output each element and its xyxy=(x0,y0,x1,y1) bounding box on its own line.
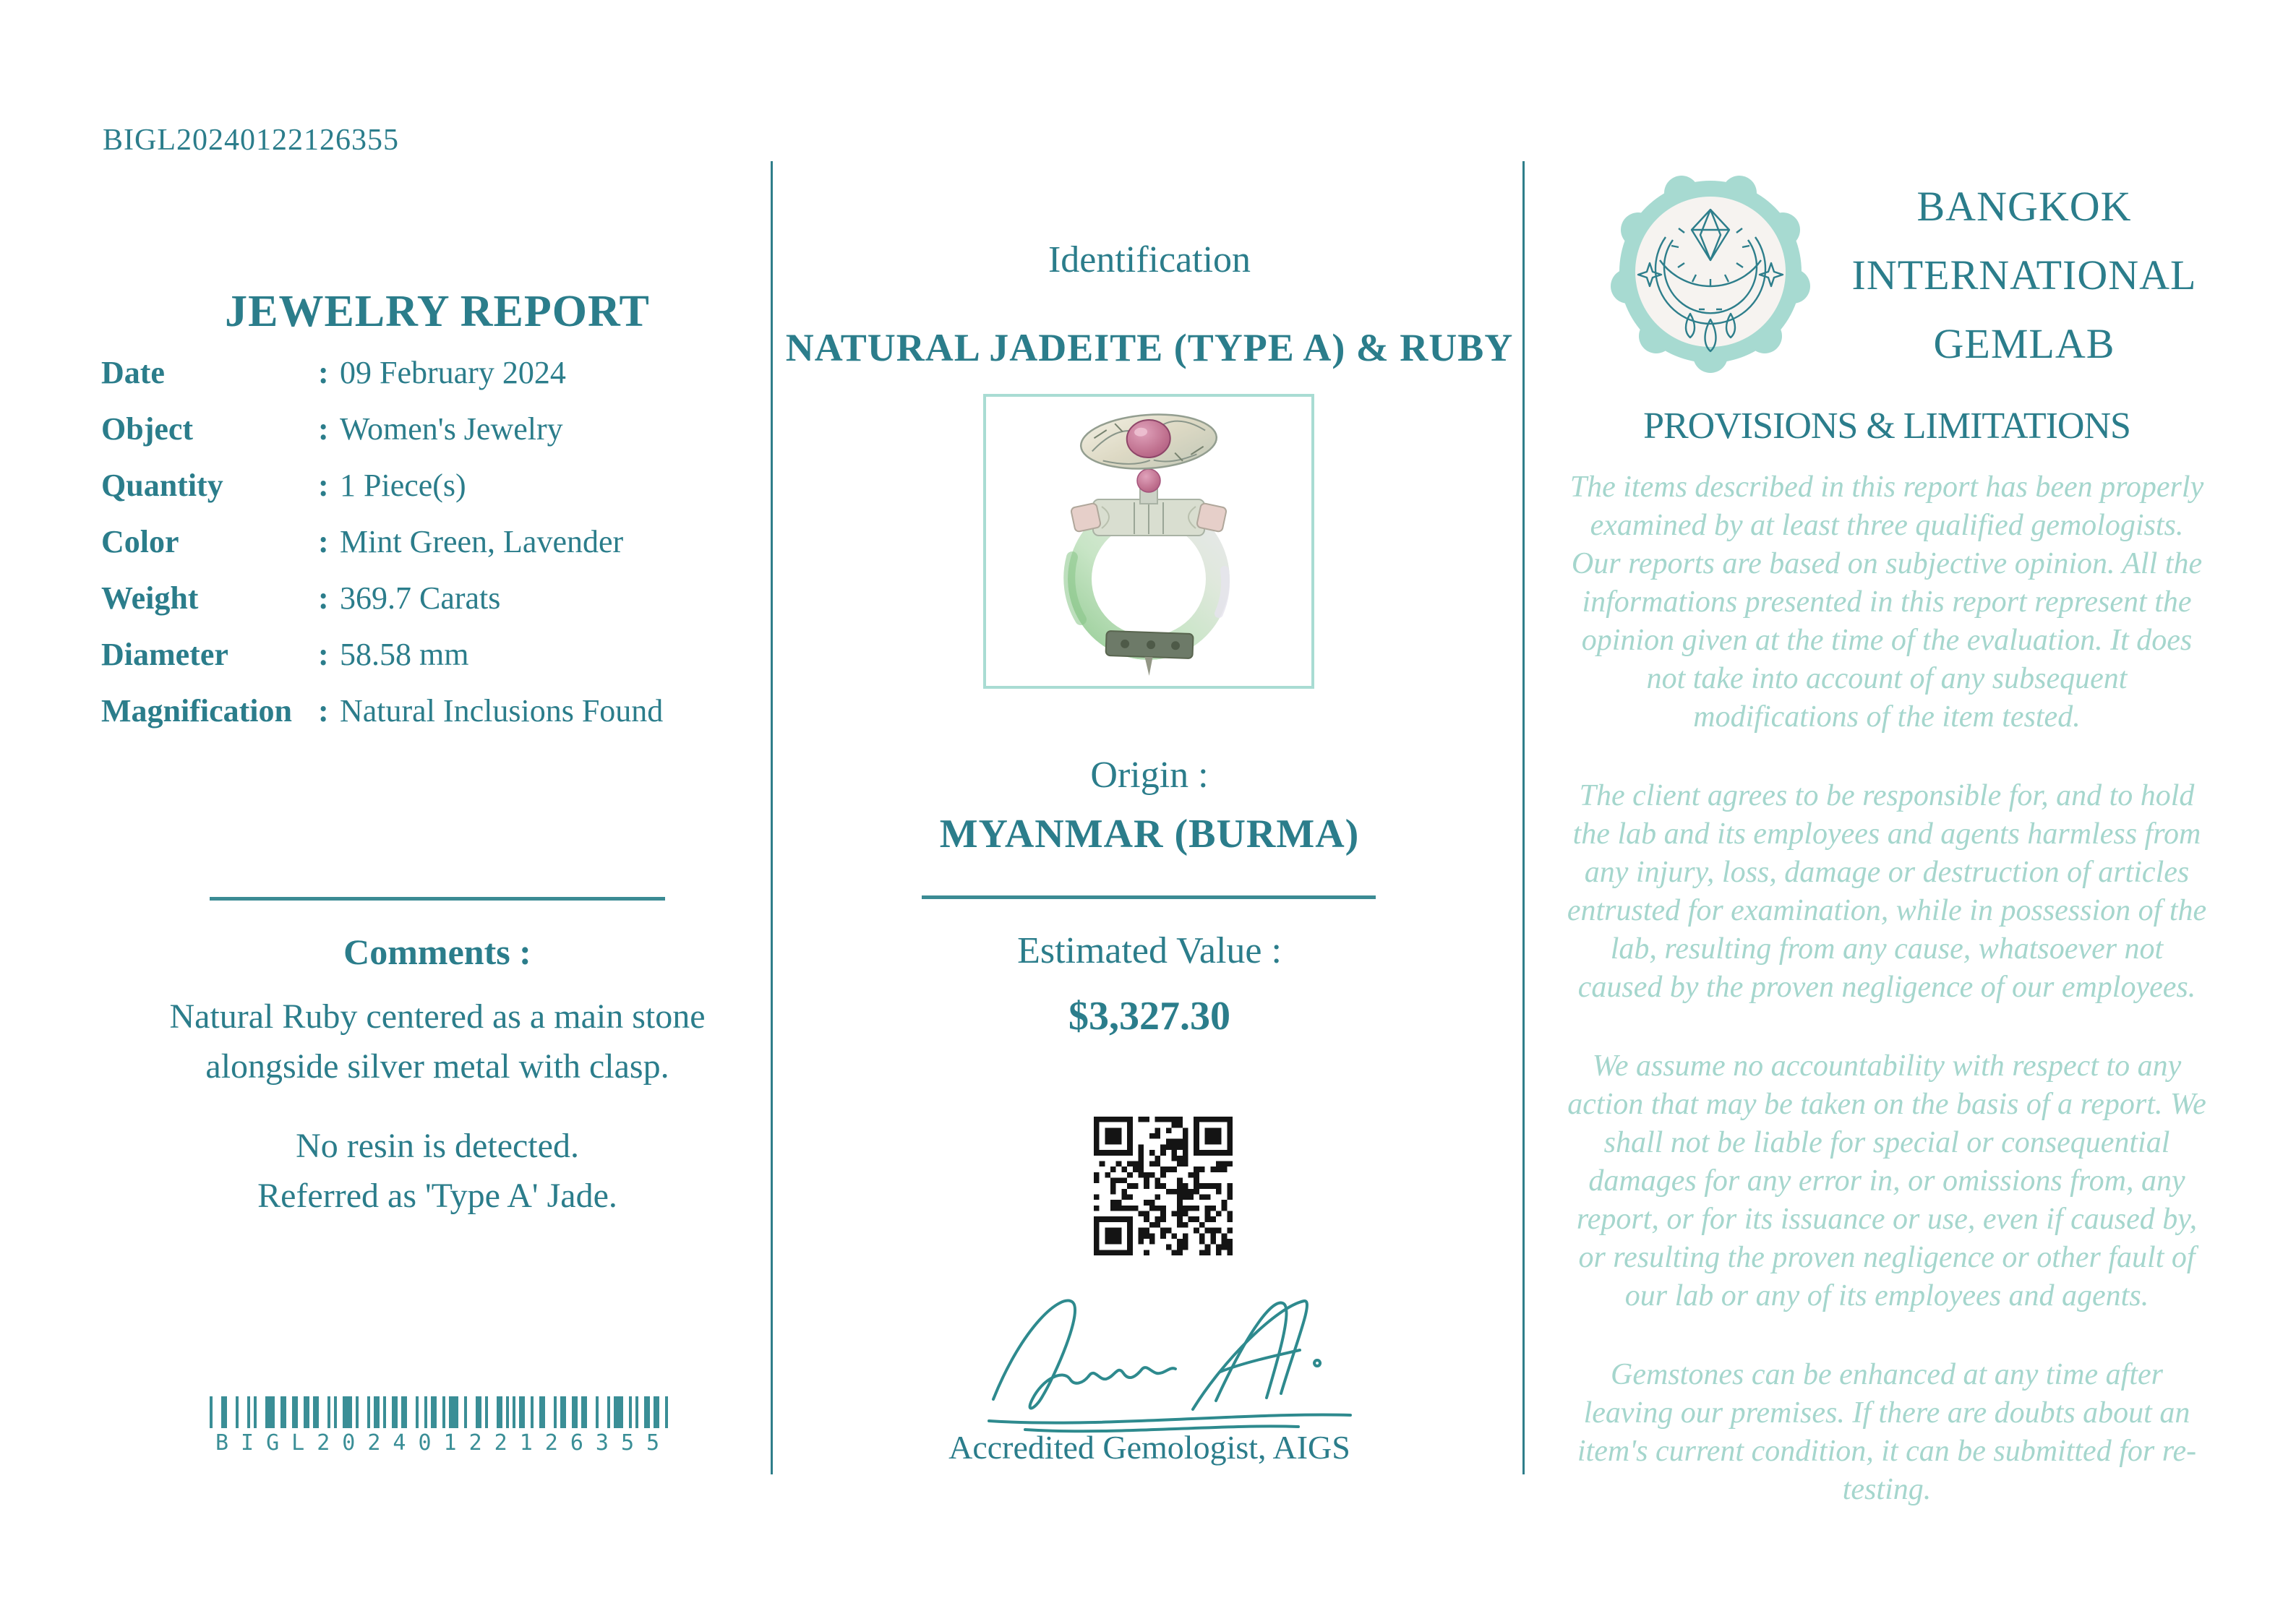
provisions-text xyxy=(1565,468,2209,1550)
field-value: Natural Inclusions Found xyxy=(340,693,664,729)
field-value: 369.7 Carats xyxy=(340,580,501,616)
provisions-paragraph-4: Gemstones can be enhanced at any time after leaving our premises. If there are doubts about an item's current condition, it can be submitted for re-testing. xyxy=(1577,1358,2197,1506)
estimated-value-amount: $3,327.30 xyxy=(1068,994,1230,1039)
field-label: Quantity xyxy=(101,468,223,503)
field-colon: : xyxy=(318,468,329,503)
field-label: Magnification xyxy=(101,693,292,729)
page-title: JEWELRY REPORT xyxy=(225,287,650,336)
field-row-quantity xyxy=(101,467,774,523)
lab-name-line-1: BANGKOK xyxy=(1916,183,2132,230)
report-number: BIGL20240122126355 xyxy=(103,124,399,157)
identification-result: NATURAL JADEITE (TYPE A) & RUBY xyxy=(785,326,1514,369)
gemlab-badge-icon xyxy=(1609,166,1812,377)
lab-name-line-2: INTERNATIONAL xyxy=(1851,252,2197,298)
silver-clasp-band xyxy=(1071,499,1227,536)
field-colon: : xyxy=(318,355,329,390)
provisions-paragraph-3: We assume no accountability with respect to any action that may be taken on the basis of a report. We shall not be liable for special or consequential damages for any error in, or omissions from, any report, or for its issuance or use, even if caused by, or resulting the proven negligence or other fault of our lab or any of its employees and agents. xyxy=(1567,1049,2206,1312)
field-value: Women's Jewelry xyxy=(340,411,563,447)
report-barcode xyxy=(210,1396,674,1456)
provisions-heading: PROVISIONS & LIMITATIONS xyxy=(1643,405,2130,447)
field-row-date xyxy=(101,354,774,411)
field-row-object xyxy=(101,411,774,467)
jewelry-photo xyxy=(983,394,1314,689)
comments-paragraph-3: Referred as 'Type A' Jade. xyxy=(257,1177,617,1215)
field-value: 58.58 mm xyxy=(340,637,469,672)
jade-bangle-ring-illustration xyxy=(986,397,1311,686)
comments-divider-line xyxy=(210,897,665,901)
field-colon: : xyxy=(318,524,329,559)
signature-graphic xyxy=(977,1285,1368,1437)
comments-paragraph-1: Natural Ruby centered as a main stone alongside silver metal with clasp. xyxy=(169,997,706,1086)
lab-name-line-3: GEMLAB xyxy=(1933,320,2115,367)
field-value: Mint Green, Lavender xyxy=(340,524,624,559)
field-colon: : xyxy=(318,693,329,729)
field-label: Date xyxy=(101,355,165,390)
lab-logo xyxy=(1609,166,1812,381)
provisions-paragraph-2: The client agrees to be responsible for, and to hold the lab and its employees and agents harmless from any injury, loss, damage or destruction of articles entrusted for examination, while in possession of the lab, resulting from any cause, whatsoever not caused by the proven negligence of our employees. xyxy=(1567,779,2207,1004)
gemologist-signature xyxy=(977,1285,1368,1440)
field-value: 09 February 2024 xyxy=(340,355,566,390)
barcode-bars xyxy=(210,1396,674,1428)
value-divider-line xyxy=(922,895,1376,899)
field-value: 1 Piece(s) xyxy=(340,468,466,503)
report-fields xyxy=(101,354,774,749)
qr-code xyxy=(1094,1117,1233,1259)
qr-code-graphic xyxy=(1094,1117,1233,1255)
identification-heading: Identification xyxy=(1048,239,1251,280)
field-colon: : xyxy=(318,411,329,447)
field-row-weight xyxy=(101,580,774,636)
field-label: Object xyxy=(101,411,194,447)
field-row-diameter xyxy=(101,636,774,692)
lab-name xyxy=(1815,172,2234,378)
field-row-color xyxy=(101,523,774,580)
field-label: Weight xyxy=(101,580,199,616)
origin-label: Origin : xyxy=(1090,755,1209,796)
estimated-value-label: Estimated Value : xyxy=(1017,930,1282,971)
field-row-magnification xyxy=(101,692,774,749)
column-divider-right xyxy=(1522,161,1525,1474)
small-ruby-knob xyxy=(1137,469,1160,492)
barcode-text: BIGL20240122126355 xyxy=(215,1430,672,1456)
comments-heading: Comments : xyxy=(343,932,531,972)
field-colon: : xyxy=(318,637,329,672)
field-label: Diameter xyxy=(101,637,228,672)
provisions-paragraph-1: The items described in this report has been properly examined by at least three qualified gemologists. Our reports are based on subjective opinion. All the informations presented in this report represent the opinion given at the time of the evaluation. It does not take into account of any subsequent modifications of the item tested. xyxy=(1569,471,2204,734)
comments-paragraph-2: No resin is detected. xyxy=(296,1127,579,1165)
field-colon: : xyxy=(318,580,329,616)
gemologist-credit: Accredited Gemologist, AIGS xyxy=(948,1429,1350,1466)
origin-value: MYANMAR (BURMA) xyxy=(939,812,1360,856)
field-label: Color xyxy=(101,524,179,559)
